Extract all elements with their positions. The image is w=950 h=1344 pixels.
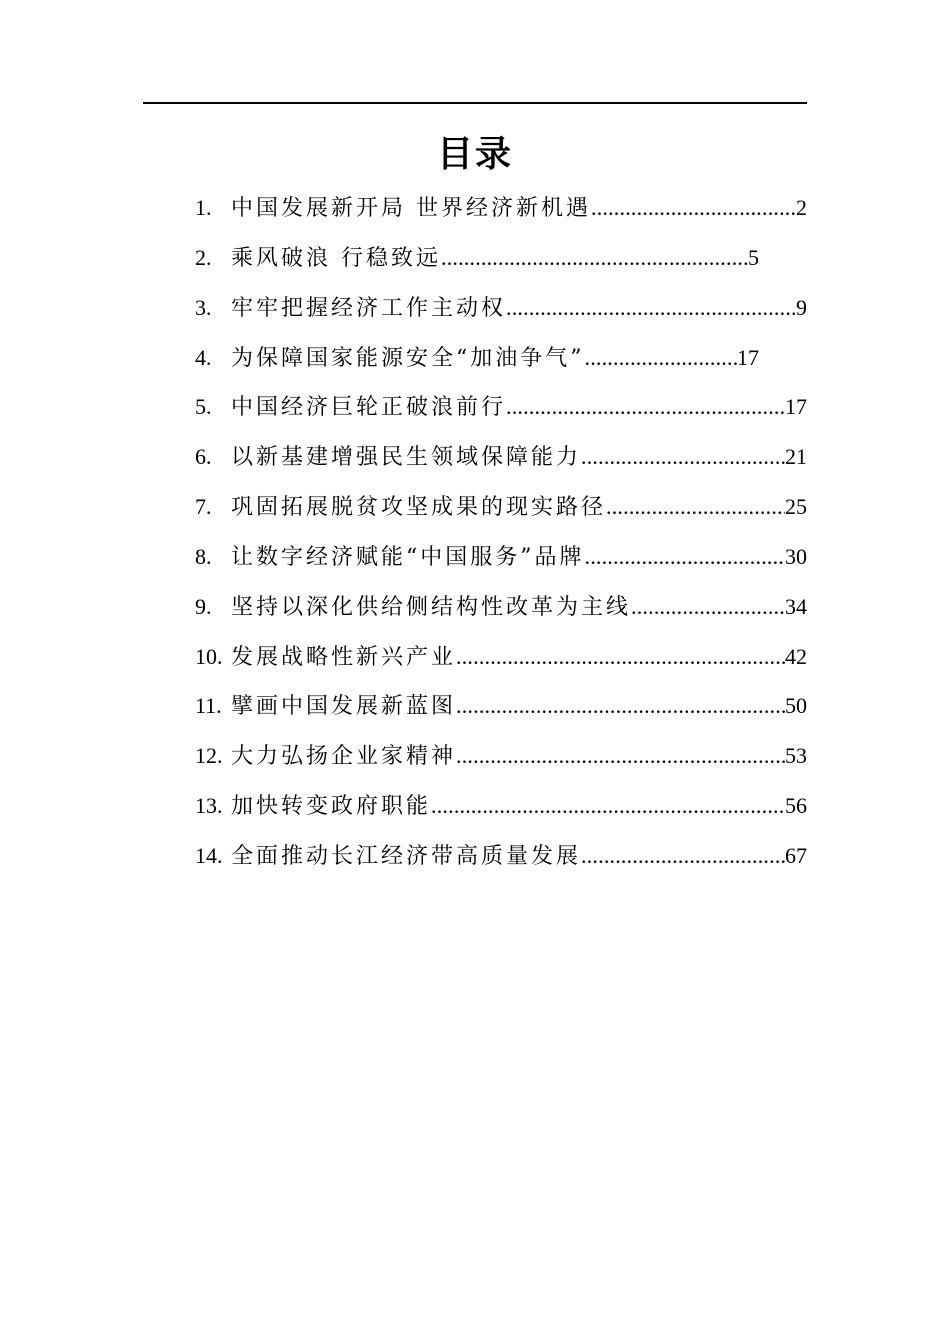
- toc-entry-body: [231, 487, 807, 528]
- toc-entry-title: 中国经济巨轮正破浪前行: [231, 395, 507, 421]
- toc-entry-title: 擘画中国发展新蓝图: [231, 694, 457, 720]
- dot-leader: [456, 686, 785, 726]
- toc-entry-title: 以新基建增强民生领域保障能力: [231, 445, 582, 471]
- toc-entry-number: 10.: [195, 643, 223, 669]
- toc-entry-page: 17: [785, 394, 807, 420]
- toc-entry-body: [231, 686, 807, 727]
- toc-entry-body: [231, 238, 759, 279]
- toc-entry[interactable]: [195, 637, 807, 687]
- toc-entry-title: 全面推动长江经济带高质量发展: [231, 843, 582, 869]
- toc-entry-body: [231, 736, 807, 777]
- toc-entry[interactable]: [195, 487, 807, 537]
- toc-entry-title: 巩固拓展脱贫攻坚成果的现实路径: [231, 495, 607, 521]
- toc-entry[interactable]: [195, 288, 807, 338]
- toc-entry-body: [231, 338, 759, 379]
- dot-leader: [431, 786, 785, 826]
- dot-leader: [506, 387, 785, 427]
- toc-entry-title: 坚持以深化供给侧结构性改革为主线: [231, 594, 632, 620]
- toc-entry-number: 9.: [195, 593, 212, 619]
- toc-entry-number: 5.: [195, 394, 212, 420]
- toc-entry[interactable]: [195, 387, 807, 437]
- table-of-contents: [195, 188, 807, 886]
- toc-entry-body: [231, 836, 807, 877]
- toc-entry-title: 为保障国家能源安全“加油争气”: [231, 345, 585, 371]
- dot-leader: [441, 238, 748, 278]
- dot-leader: [585, 537, 786, 577]
- toc-entry[interactable]: [195, 587, 807, 637]
- toc-entry-number: 3.: [195, 294, 212, 320]
- toc-entry-page: 21: [785, 444, 807, 470]
- toc-entry-page: 9: [796, 294, 807, 320]
- toc-entry-body: [231, 387, 807, 428]
- toc-entry-page: 25: [785, 494, 807, 520]
- toc-entry[interactable]: [195, 188, 807, 238]
- toc-entry[interactable]: [195, 786, 807, 836]
- dot-leader: [456, 637, 785, 677]
- dot-leader: [606, 487, 785, 527]
- toc-entry-number: 12.: [195, 743, 223, 769]
- toc-entry[interactable]: [195, 836, 807, 886]
- toc-entry-title: 让数字经济赋能“中国服务”品牌: [231, 544, 585, 570]
- toc-entry-number: 8.: [195, 543, 212, 569]
- toc-entry[interactable]: [195, 686, 807, 736]
- toc-entry-number: 6.: [195, 444, 212, 470]
- toc-entry-number: 2.: [195, 244, 212, 270]
- toc-entry-title: 发展战略性新兴产业: [231, 644, 457, 670]
- toc-entry-number: 14.: [195, 842, 223, 868]
- toc-entry[interactable]: [195, 338, 807, 388]
- header-rule: [143, 102, 807, 104]
- toc-entry-title: 中国发展新开局 世界经济新机遇: [231, 196, 591, 221]
- toc-entry-number: 7.: [195, 494, 212, 520]
- toc-entry-title: 牢牢把握经济工作主动权: [231, 295, 507, 321]
- dot-leader: [591, 188, 796, 228]
- toc-entry-page: 53: [785, 743, 807, 769]
- toc-entry-page: 30: [785, 543, 807, 569]
- toc-entry-number: 4.: [195, 344, 212, 370]
- toc-entry-page: 5: [748, 244, 759, 270]
- toc-entry-page: 50: [785, 693, 807, 719]
- toc-entry-page: 67: [785, 842, 807, 868]
- dot-leader: [581, 836, 785, 876]
- toc-entry-number: 1.: [195, 195, 212, 220]
- toc-entry[interactable]: [195, 736, 807, 786]
- toc-entry[interactable]: [195, 537, 807, 587]
- toc-entry-title: 加快转变政府职能: [231, 794, 432, 820]
- toc-entry-body: [231, 288, 807, 329]
- toc-entry-body: [231, 537, 807, 578]
- toc-entry-page: 17: [737, 344, 759, 370]
- toc-entry[interactable]: [195, 437, 807, 487]
- toc-entry-page: 42: [785, 643, 807, 669]
- dot-leader: [456, 736, 785, 776]
- dot-leader: [506, 288, 796, 328]
- toc-entry[interactable]: [195, 238, 807, 288]
- toc-entry-body: [231, 587, 807, 628]
- toc-entry-page: 2: [796, 195, 807, 220]
- dot-leader: [631, 587, 785, 627]
- toc-entry-body: [231, 786, 807, 827]
- toc-entry-title: 乘风破浪 行稳致远: [231, 245, 441, 271]
- toc-title: 目录: [436, 133, 513, 175]
- toc-entry-number: 13.: [195, 793, 223, 819]
- toc-entry-body: [231, 188, 807, 229]
- toc-entry-body: [231, 437, 807, 478]
- toc-entry-page: 34: [785, 593, 807, 619]
- toc-entry-page: 56: [785, 793, 807, 819]
- dot-leader: [585, 338, 738, 378]
- toc-entry-body: [231, 637, 807, 678]
- dot-leader: [581, 437, 785, 477]
- toc-entry-number: 11.: [195, 693, 222, 719]
- toc-entry-title: 大力弘扬企业家精神: [231, 744, 457, 770]
